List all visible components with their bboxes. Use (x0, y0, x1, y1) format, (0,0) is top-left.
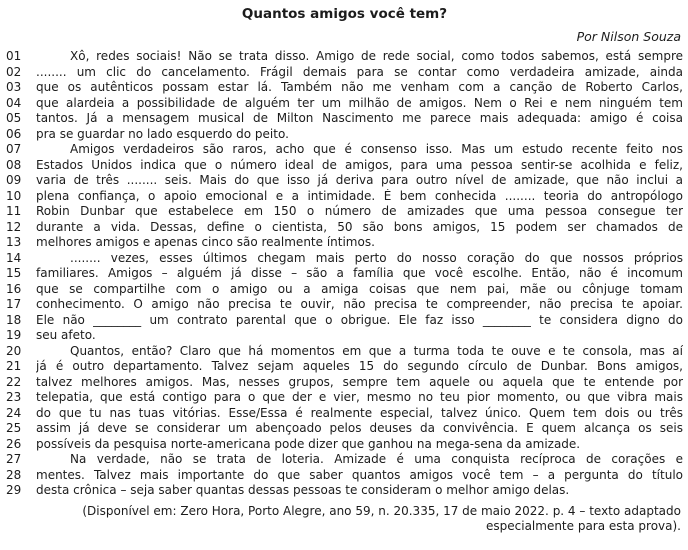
text-line (6, 344, 683, 360)
text-line (6, 421, 683, 437)
line-number: 15 (6, 266, 22, 280)
source-citation-line2: especialmente para esta prova). (486, 519, 681, 533)
line-number: 07 (6, 142, 22, 156)
line-text: seu afeto. (36, 328, 96, 342)
line-text: que os autênticos possam estar lá. Também não me venham com a canção de Roberto Carlos, (36, 80, 683, 94)
line-text: melhores amigos e apenas cinco são realmente íntimos. (36, 235, 375, 249)
line-text: durante a vida. Dessas, define o cientista, 50 são bons amigos, 15 podem ser chamados de (36, 219, 683, 234)
line-number: 19 (6, 328, 22, 342)
line-text: plena confiança, o apoio emocional e a intimidade. É bem conhecida ........ teoria do antropólogo (36, 188, 683, 203)
line-text: assim já deve se considerar um abençoado pelos deuses da convivência. E quem alcança os seis (36, 421, 683, 435)
line-text: Xô, redes sociais! Não se trata disso. Amigo de rede social, como todos sabemos, está sempre (70, 49, 683, 63)
text-line (6, 452, 683, 468)
line-text: mentes. Talvez mais importante do que saber quantos amigos você tem – a pergunta do título (36, 467, 683, 482)
line-number: 14 (6, 250, 22, 265)
text-line (6, 483, 683, 499)
source-citation-line1: (Disponível em: Zero Hora, Porto Alegre, ano 59, n. 20.335, 17 de maio 2022. p. 4 – texto adaptado (82, 503, 681, 518)
line-text: do que tu nas tuas vitórias. Esse/Essa é realmente especial, talvez único. Quem tem dois ou três (36, 405, 683, 420)
line-text: telepatia, que está contigo para o que der e vier, mesmo no teu pior momento, ou que vibra mais (36, 390, 683, 404)
line-number: 20 (6, 343, 22, 358)
text-line (6, 173, 683, 189)
line-text: já é outro departamento. Talvez sejam aqueles 15 do segundo círculo de Dunbar. Bons amigos, (36, 359, 683, 373)
line-number: 11 (6, 204, 22, 218)
text-line (6, 142, 683, 158)
author-byline: Por Nilson Souza (576, 29, 681, 44)
text-line (6, 297, 683, 313)
line-number: 09 (6, 173, 22, 187)
text-line (6, 406, 683, 422)
line-number: 21 (6, 359, 22, 373)
line-text: talvez melhores amigos. Mas, nesses grupos, sempre tem aquele ou aquela que te entende por (36, 374, 683, 389)
text-line (6, 468, 683, 484)
text-line (6, 204, 683, 220)
line-text: ........ vezes, esses últimos chegam mais perto do nosso coração do que nossos próprios (70, 250, 683, 265)
page-title: Quantos amigos você tem? (241, 6, 448, 22)
line-text: Robin Dunbar que estabelece em 150 o número de amizades que uma pessoa consegue ter (36, 204, 683, 218)
line-text: desta crônica – seja saber quantas dessas pessoas te consideram o melhor amigo delas. (36, 483, 570, 497)
text-line (6, 235, 683, 251)
line-number: 03 (6, 80, 22, 94)
text-line (6, 390, 683, 406)
text-line (6, 189, 683, 205)
text-line (6, 359, 683, 375)
line-text: tantos. Já a mensagem musical de Milton Nascimento me parece mais adequada: amigo é coisa (36, 111, 683, 125)
text-line (6, 49, 683, 65)
line-number: 25 (6, 421, 22, 435)
line-number: 08 (6, 157, 22, 172)
text-line (6, 375, 683, 391)
source-citation (6, 504, 683, 535)
line-text: Quantos, então? Claro que há momentos em que a turma toda te ouve e te consola, mas aí (70, 343, 683, 358)
line-text: possíveis da pesquisa norte-americana pode dizer que ganhou na mega-sena da amizade. (36, 436, 581, 451)
text-line (6, 96, 683, 112)
line-number: 28 (6, 467, 22, 482)
text-line (6, 282, 683, 298)
line-number: 02 (6, 64, 22, 79)
line-number: 06 (6, 126, 22, 141)
line-number: 27 (6, 452, 22, 466)
text-line (6, 65, 683, 81)
line-text: familiares. Amigos – alguém já disse – são a família que você escolhe. Então, não é incomum (36, 266, 683, 280)
line-number: 12 (6, 219, 22, 234)
text-line (6, 220, 683, 236)
line-number: 05 (6, 111, 22, 125)
text-line (6, 328, 683, 344)
text-line (6, 437, 683, 453)
text-line (6, 127, 683, 143)
text-line (6, 80, 683, 96)
line-number: 23 (6, 390, 22, 404)
line-number: 26 (6, 436, 22, 451)
line-number: 16 (6, 281, 22, 296)
text-line (6, 251, 683, 267)
text-line (6, 111, 683, 127)
line-text: Na verdade, não se trata de loteria. Amizade é uma conquista recíproca de corações e (70, 452, 683, 466)
line-text: que se compartilhe com o amigo ou a amiga coisas que nem pai, mãe ou cônjuge tomam (36, 281, 683, 296)
text-body (6, 49, 683, 499)
line-text: Estados Unidos indica que o número ideal de amigos, para uma pessoa sentir-se acolhida e feliz, (36, 157, 683, 172)
line-text: ........ um clic do cancelamento. Frágil demais para se contar como verdadeira amizade, ainda (36, 64, 683, 79)
line-number: 24 (6, 405, 22, 420)
line-number: 01 (6, 49, 22, 63)
line-number: 18 (6, 312, 22, 327)
line-text: Ele não ________ um contrato parental que o obrigue. Ele faz isso ________ te considera digno do (36, 312, 683, 327)
line-number: 22 (6, 374, 22, 389)
line-number: 29 (6, 483, 22, 497)
text-line (6, 313, 683, 329)
line-text: conhecimento. O amigo não precisa te ouvir, não precisa te compreender, não precisa te apoiar. (36, 297, 683, 311)
line-text: pra se guardar no lado esquerdo do peito. (36, 126, 289, 141)
line-text: varia de três ........ seis. Mais do que isso já deriva para outro nível de amizade, que não inclui a (36, 173, 683, 187)
line-number: 10 (6, 188, 22, 203)
line-number: 04 (6, 95, 22, 110)
line-number: 13 (6, 235, 22, 249)
text-line (6, 266, 683, 282)
line-number: 17 (6, 297, 22, 311)
line-text: Amigos verdadeiros são raros, acho que é consenso isso. Mas um estudo recente feito nos (70, 142, 683, 156)
line-text: que alardeia a possibilidade de alguém ter um milhão de amigos. Nem o Rei e nem ninguém tem (36, 95, 683, 110)
text-line (6, 158, 683, 174)
